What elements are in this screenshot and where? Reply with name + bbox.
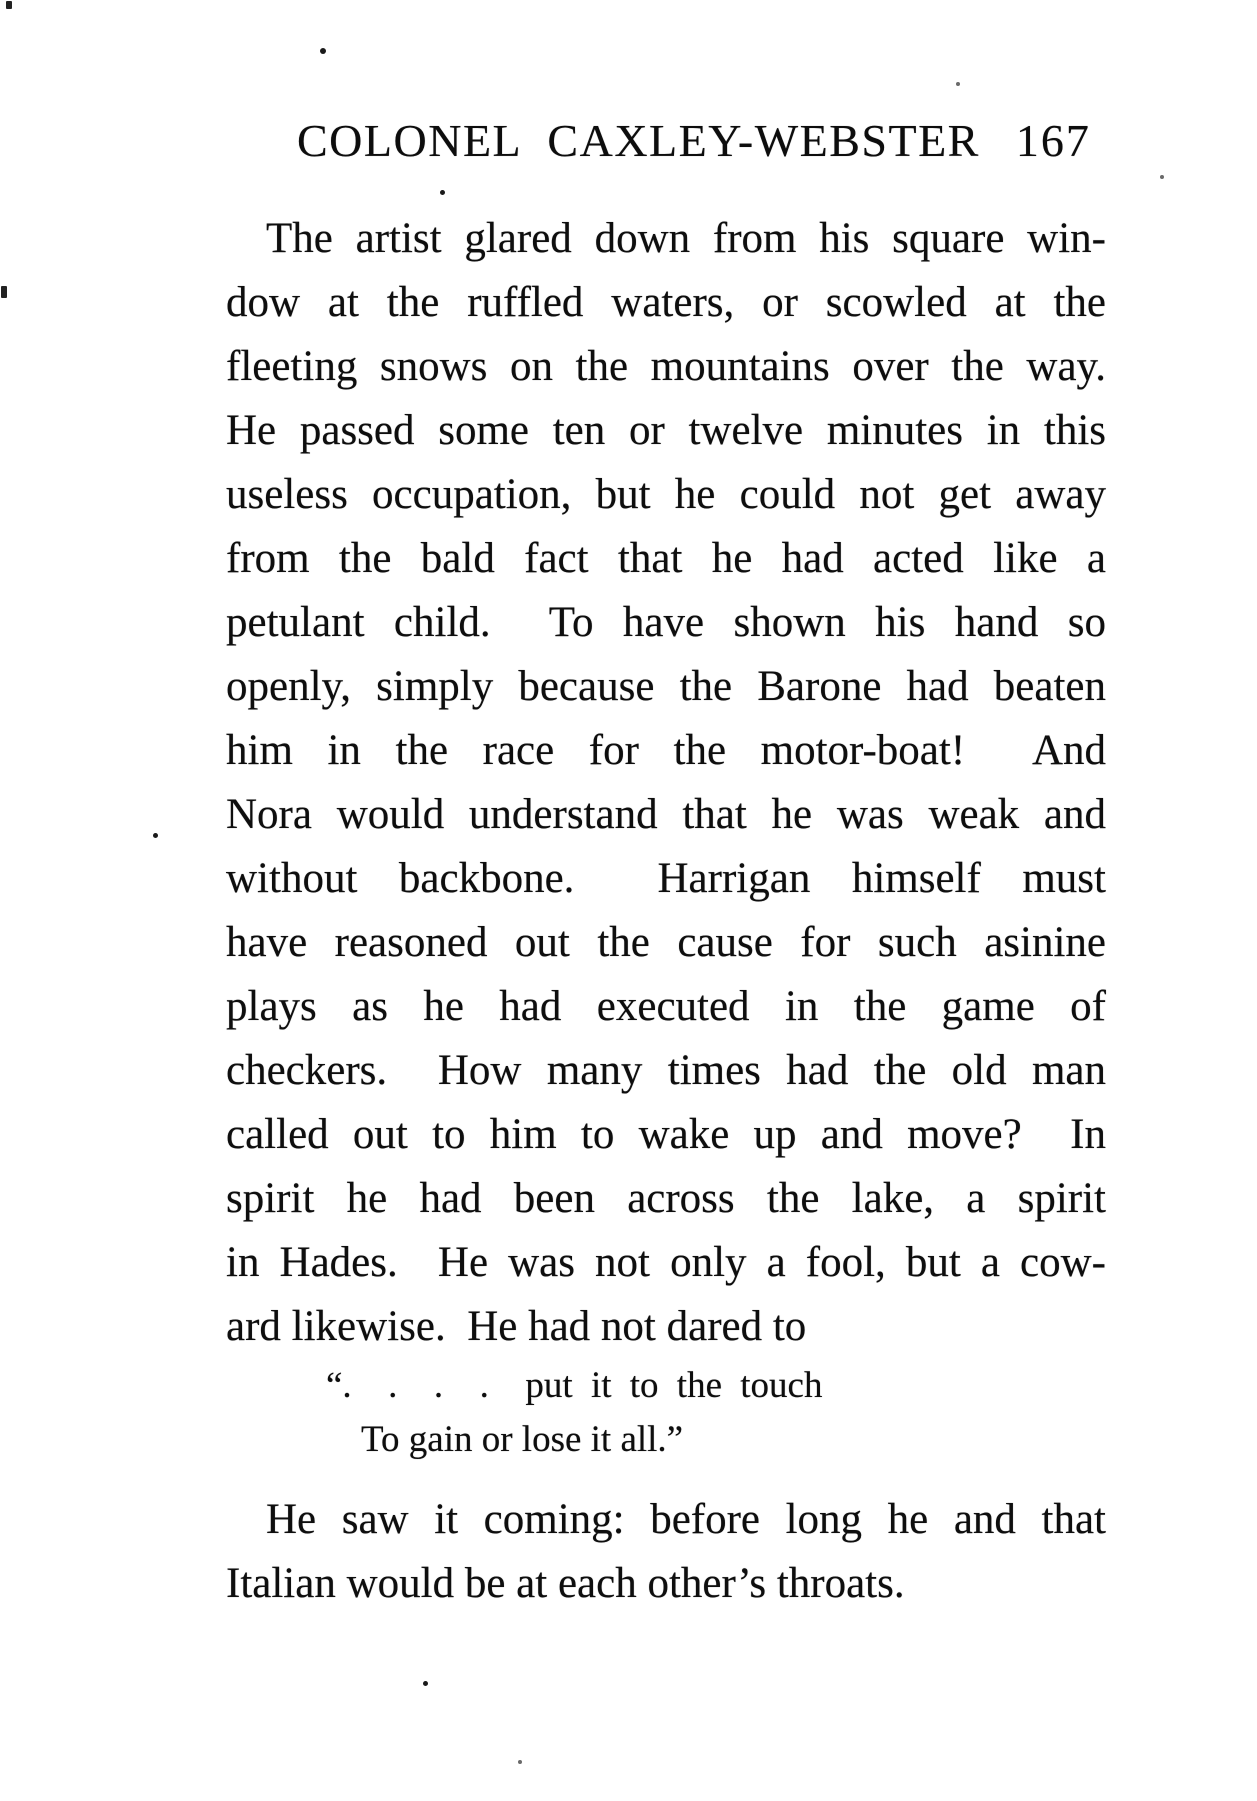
text-line: Nora would understand that he was weak and bbox=[226, 791, 1106, 838]
text-line: have reasoned out the cause for such asinine bbox=[226, 919, 1106, 966]
scan-speck bbox=[153, 833, 158, 838]
scan-speck bbox=[320, 48, 326, 54]
text-line: spirit he had been across the lake, a spirit bbox=[226, 1175, 1106, 1222]
text-line: petulant child. To have shown his hand so bbox=[226, 599, 1106, 646]
quote-line: “. . . . put it to the touch bbox=[326, 1365, 823, 1406]
page-number: 167 bbox=[1015, 115, 1091, 166]
scan-speck bbox=[1, 286, 7, 298]
text-line: checkers. How many times had the old man bbox=[226, 1047, 1106, 1094]
text-line: called out to him to wake up and move? In bbox=[226, 1111, 1106, 1158]
text-line: in Hades. He was not only a fool, but a cow- bbox=[226, 1239, 1106, 1286]
paragraph-2 bbox=[226, 1488, 1106, 1616]
text-line: without backbone. Harrigan himself must bbox=[226, 855, 1106, 902]
running-header bbox=[297, 115, 1091, 166]
paragraph-1 bbox=[226, 207, 1106, 1359]
text-line: ard likewise. He had not dared to bbox=[226, 1303, 807, 1350]
scan-speck bbox=[956, 82, 960, 86]
text-line: The artist glared down from his square win- bbox=[266, 215, 1106, 262]
text-line: useless occupation, but he could not get away bbox=[226, 471, 1106, 518]
scan-speck bbox=[423, 1681, 428, 1686]
verse-quote bbox=[326, 1359, 822, 1467]
chapter-title: COLONEL CAXLEY-WEBSTER bbox=[297, 115, 980, 166]
text-line: He passed some ten or twelve minutes in this bbox=[226, 407, 1106, 454]
text-line: from the bald fact that he had acted like a bbox=[226, 535, 1106, 582]
quote-line: To gain or lose it all.” bbox=[361, 1419, 684, 1460]
text-line: Italian would be at each other’s throats. bbox=[226, 1560, 905, 1607]
text-line: plays as he had executed in the game of bbox=[226, 983, 1106, 1030]
scan-speck bbox=[440, 190, 445, 195]
text-line: fleeting snows on the mountains over the way. bbox=[226, 343, 1106, 390]
scan-speck bbox=[518, 1760, 522, 1764]
scan-speck bbox=[6, 1, 12, 9]
text-line: dow at the ruffled waters, or scowled at the bbox=[226, 279, 1106, 326]
text-line: He saw it coming: before long he and that bbox=[266, 1496, 1106, 1543]
scan-speck bbox=[1160, 175, 1164, 179]
text-line: him in the race for the motor-boat! And bbox=[226, 727, 1106, 774]
text-line: openly, simply because the Barone had beaten bbox=[226, 663, 1106, 710]
